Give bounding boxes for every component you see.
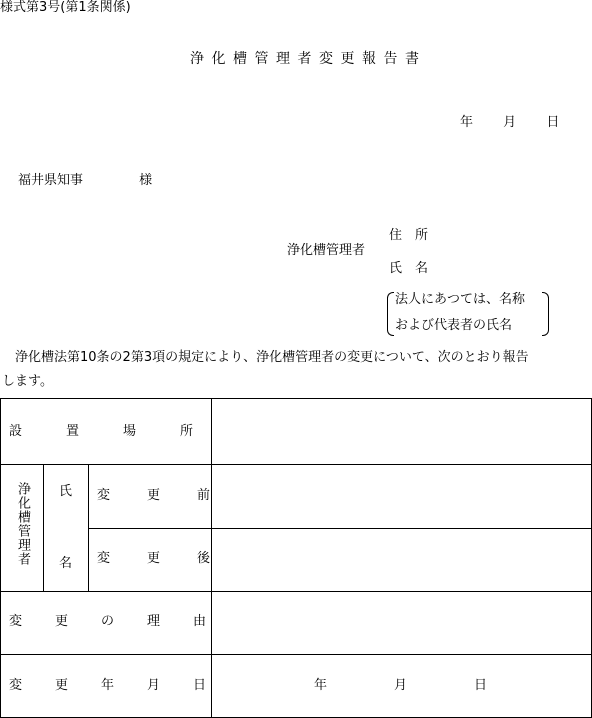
reason-label xyxy=(9,614,239,630)
change-date-year: 年 xyxy=(314,678,328,693)
report-table xyxy=(0,398,592,718)
change-date-text: 変更年月日 xyxy=(9,678,240,693)
before-change-field[interactable] xyxy=(212,465,591,528)
date-day-label: 日 xyxy=(546,115,560,130)
date-month-label: 月 xyxy=(503,115,517,130)
after-change-text: 変更後 xyxy=(97,551,248,566)
install-location-label xyxy=(9,424,238,440)
name-top-char: 氏 xyxy=(59,484,73,499)
addressee-honorific: 様 xyxy=(139,173,153,188)
addressee-name: 福井県知事 xyxy=(18,173,84,188)
corporate-note-line2: および代表者の氏名 xyxy=(395,318,513,333)
document-title xyxy=(190,51,427,67)
form-number: 様式第3号(第1条関係) xyxy=(0,0,131,15)
change-date-label xyxy=(9,678,239,694)
name-bottom-char: 名 xyxy=(59,556,73,571)
title-text: 浄化槽管理者変更報告書 xyxy=(190,51,427,67)
corporate-note-line1: 法人にあつては、名称 xyxy=(395,292,526,307)
change-date-month: 月 xyxy=(394,678,408,693)
address-label: 住 所 xyxy=(389,228,429,243)
body-text-line1: 浄化槽法第10条の2第3項の規定により、浄化槽管理者の変更について、次のとおり報告 xyxy=(15,350,529,365)
name-label: 氏 名 xyxy=(389,261,429,276)
reason-text: 変更の理由 xyxy=(9,614,240,629)
install-location-text: 設置場所 xyxy=(9,424,238,439)
date-line xyxy=(460,115,559,131)
install-location-field[interactable] xyxy=(212,399,591,464)
date-year-label: 年 xyxy=(460,115,474,130)
addressee xyxy=(18,173,152,189)
bracket-left xyxy=(387,292,394,336)
body-text-line2: します。 xyxy=(2,374,53,389)
manager-vertical-label: 浄化槽管理者 xyxy=(15,482,30,566)
after-change-field[interactable] xyxy=(212,529,591,591)
reporter-label: 浄化槽管理者 xyxy=(287,243,366,258)
before-change-text: 変更前 xyxy=(97,488,248,503)
reason-field[interactable] xyxy=(212,592,591,654)
change-date-field[interactable] xyxy=(212,655,591,717)
change-date-day: 日 xyxy=(474,678,488,693)
bracket-right xyxy=(542,292,549,336)
